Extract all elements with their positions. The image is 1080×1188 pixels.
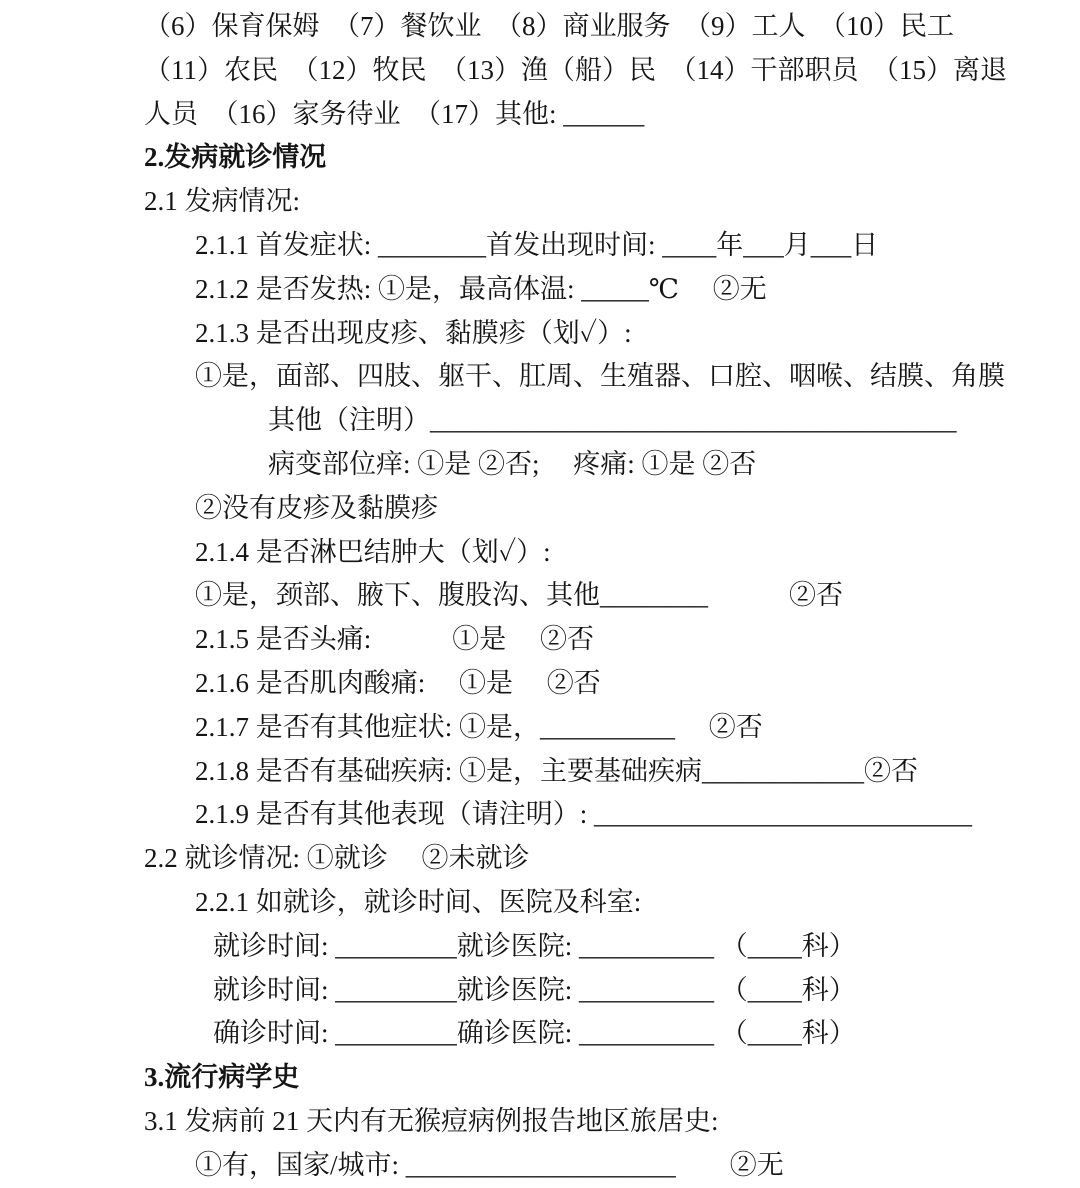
section3-heading: 3.流行病学史 [144,1062,300,1093]
q2-1-2-fever-line: 2.1.2 是否发热: ①是，最高体温: _____℃ ②无 [195,273,767,304]
diagnosis-time-hospital-line: 确诊时间: _________确诊医院: __________ （____科） [213,1018,856,1049]
visit2-time-hospital-line: 就诊时间: _________就诊医院: __________ （____科） [213,974,856,1005]
q2-1-3-option1-sites-line: ①是，面部、四肢、躯干、肛周、生殖器、口腔、咽喉、结膜、角膜 [195,361,1005,392]
q2-1-8-underlying-disease-line: 2.1.8 是否有基础疾病: ①是，主要基础疾病____________②否 [195,755,919,786]
q2-1-6-muscle-ache-line: 2.1.6 是否肌肉酸痛: ①是 ②否 [195,667,601,698]
visit1-time-hospital-line: 就诊时间: _________就诊医院: __________ （____科） [213,930,856,961]
occupation-options-line3: 人员 （16）家务待业 （17）其他: ______ [144,98,645,129]
q3-1-travel-history-line: 3.1 发病前 21 天内有无猴痘病例报告地区旅居史: [144,1105,719,1136]
q2-1-9-other-manifestation-line: 2.1.9 是否有其他表现（请注明）: ____________________________ [195,799,973,830]
q2-1-1-first-symptom-line: 2.1.1 首发症状: ________首发出现时间: ____年___月___日 [195,229,879,260]
q2-2-1-visit-detail-line: 2.2.1 如就诊，就诊时间、医院及科室: [195,886,642,917]
q2-1-7-other-symptoms-line: 2.1.7 是否有其他症状: ①是，__________ ②否 [195,711,763,742]
q2-1-heading: 2.1 发病情况: [144,186,301,217]
occupation-options-line2: （11）农民 （12）牧民 （13）渔（船）民 （14）干部职员 （15）离退 [144,54,1007,85]
q2-1-3-other-note-line: 其他（注明）_______________________________________ [268,405,957,436]
section2-heading: 2.发病就诊情况 [144,142,327,173]
q2-1-3-rash-line: 2.1.3 是否出现皮疹、黏膜疹（划✓）: [195,317,632,348]
q3-1-options-line: ①有，国家/城市: ____________________ ②无 [195,1149,784,1180]
q2-1-4-options-line: ①是，颈部、腋下、腹股沟、其他________ ②否 [195,580,843,611]
q2-1-3-option2-line: ②没有皮疹及黏膜疹 [195,492,438,523]
q2-1-3-itch-pain-line: 病变部位痒: ①是 ②否; 疼痛: ①是 ②否 [268,448,757,479]
q2-1-5-headache-line: 2.1.5 是否头痛: ①是 ②否 [195,624,595,655]
q2-1-4-lymph-node-line: 2.1.4 是否淋巴结肿大（划✓）: [195,536,551,567]
occupation-options-line1: （6）保育保姆 （7）餐饮业 （8）商业服务 （9）工人 （10）民工 [144,11,954,41]
q2-2-visit-status-line: 2.2 就诊情况: ①就诊 ②未就诊 [144,843,530,874]
